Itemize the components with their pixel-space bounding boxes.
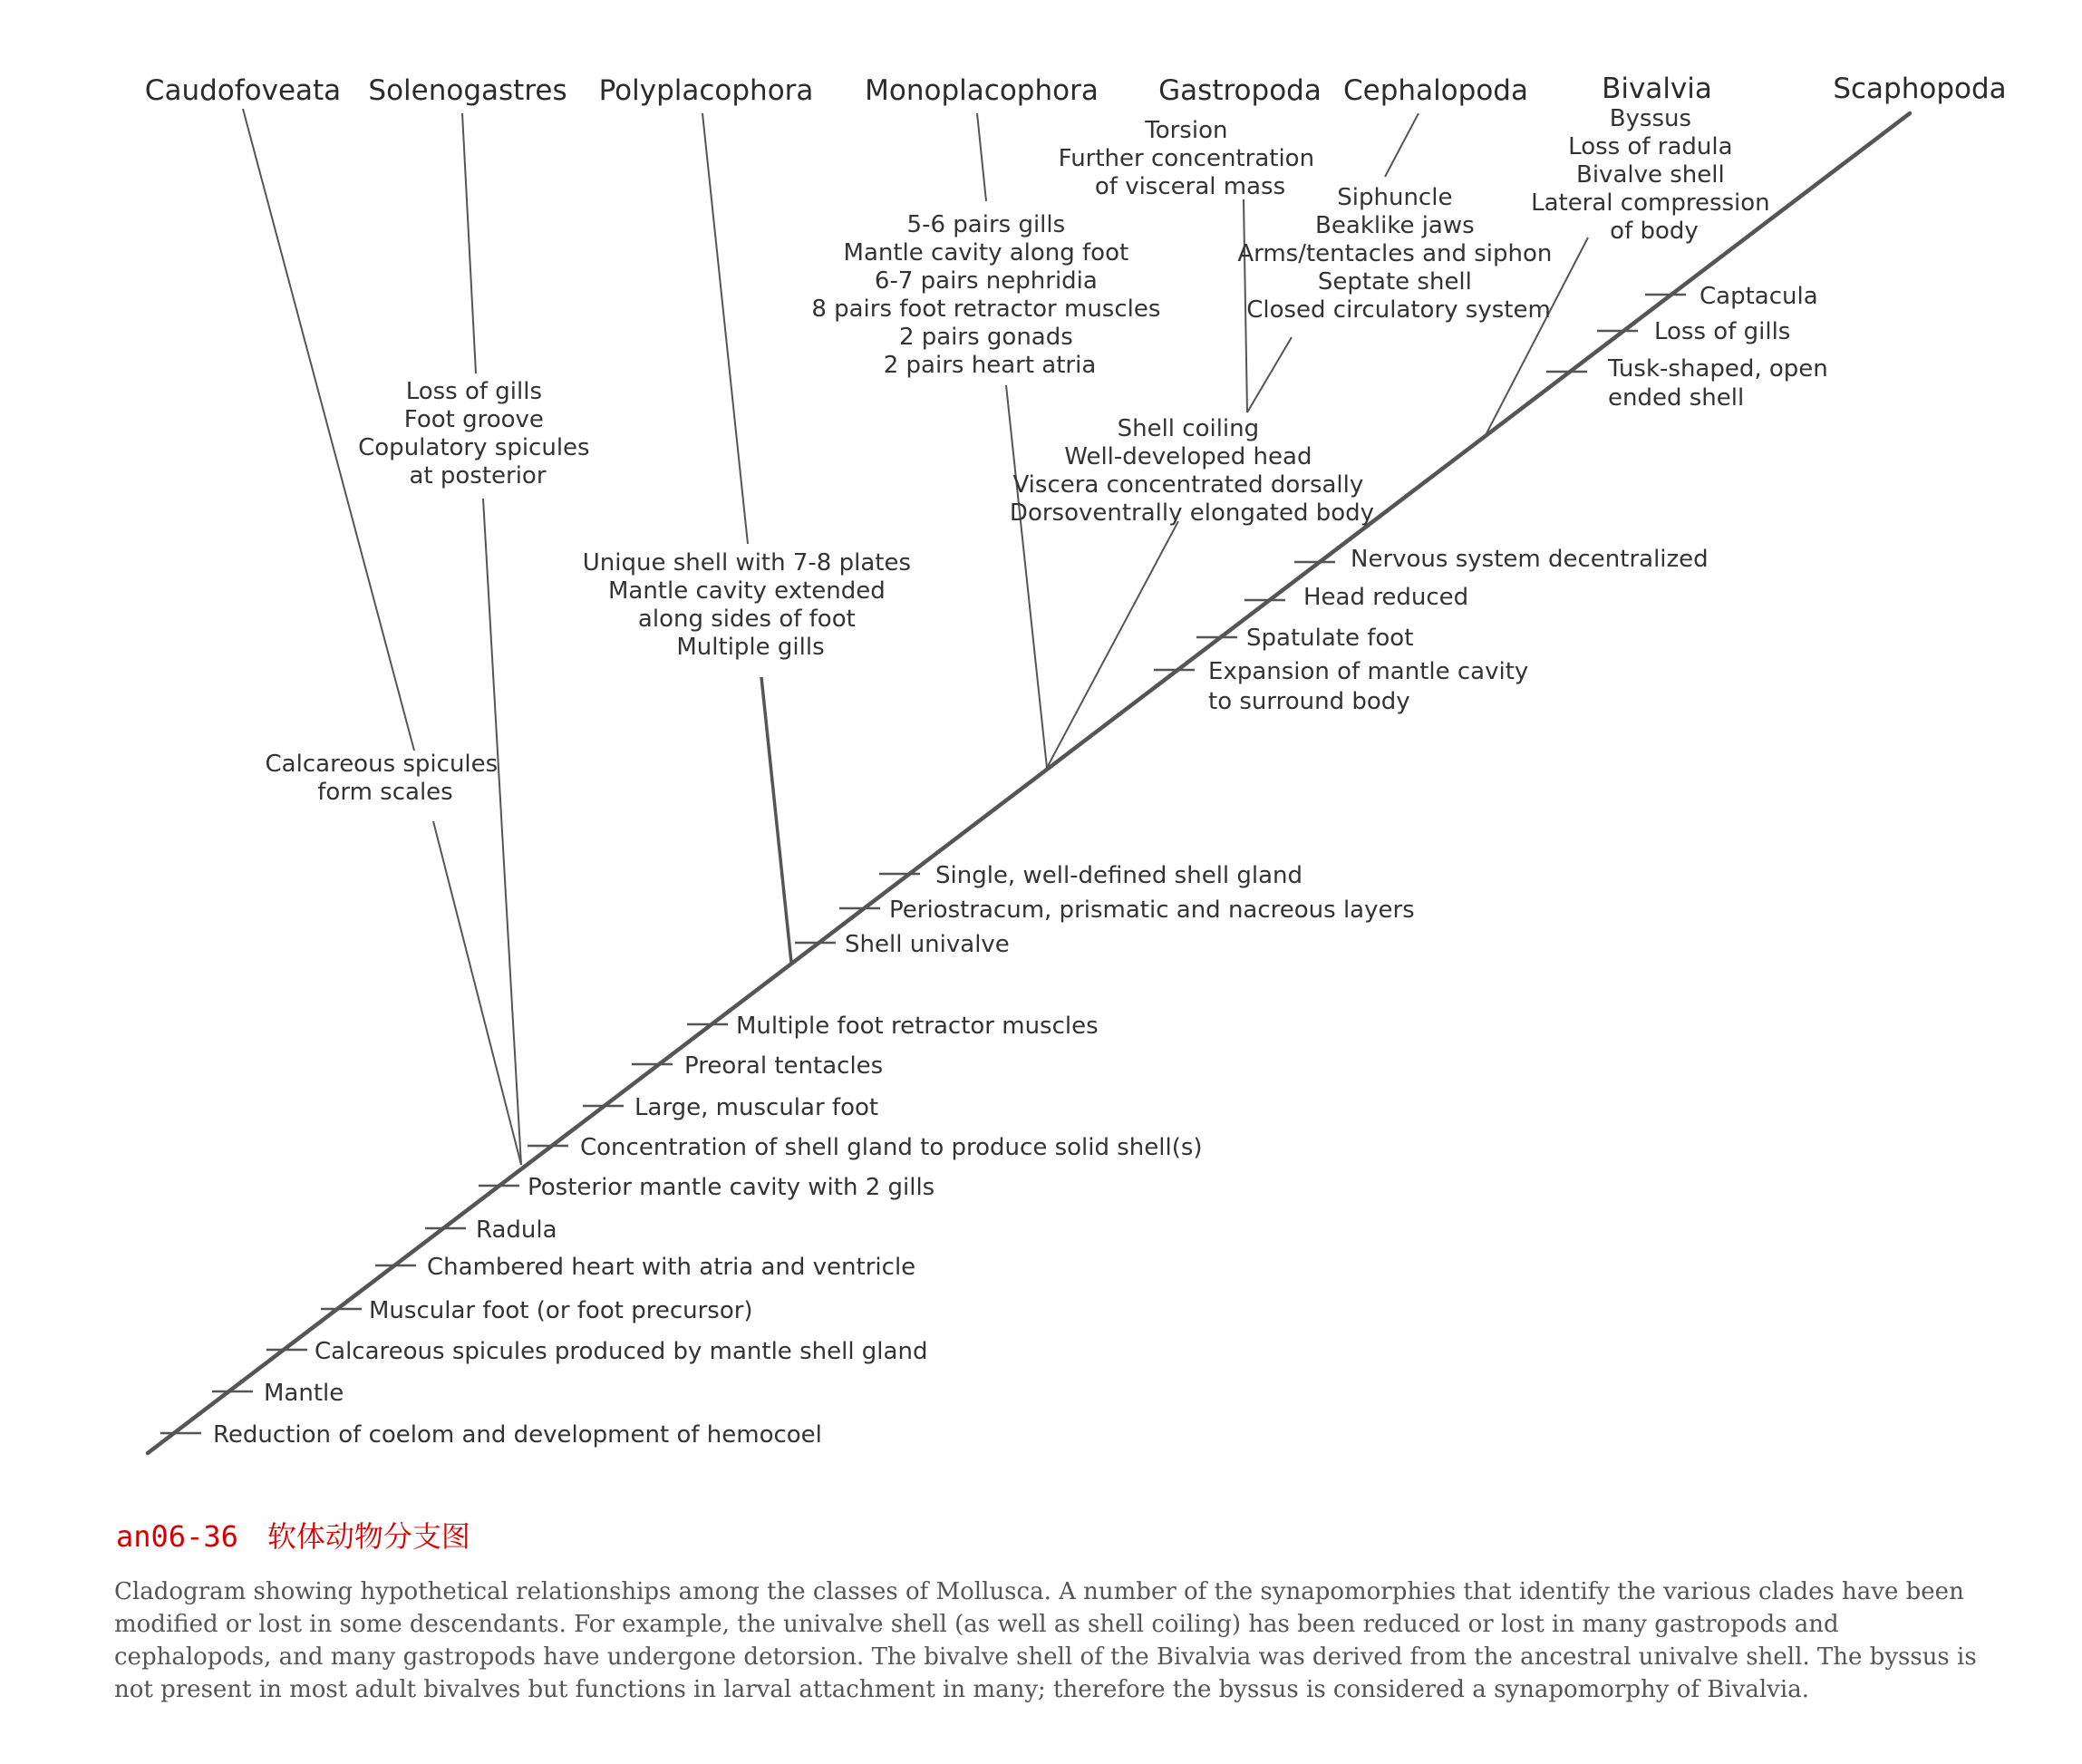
trait-shell-univalve: Shell univalve xyxy=(845,931,1010,958)
monoplacophora-traits: 5-6 pairs gills Mantle cavity along foot 6-7 pairs nephridia 8 pairs foot retractor muscles 2 pairs gonads 2 pairs heart atria xyxy=(811,211,1161,379)
branch-bivalvia xyxy=(1485,237,1588,437)
trait-multiple-retractors: Multiple foot retractor muscles xyxy=(736,1013,1099,1040)
trait-large-foot: Large, muscular foot xyxy=(634,1094,879,1121)
taxon-monoplacophora: Monoplacophora xyxy=(865,74,1099,107)
solenogastres-traits: Loss of gills Foot groove Copulatory spicules at posterior xyxy=(358,378,590,489)
taxon-scaphopoda: Scaphopoda xyxy=(1833,73,2007,105)
figure-id: an06-36 软体动物分支图 xyxy=(116,1519,470,1554)
taxon-labels xyxy=(145,73,2007,107)
taxon-cephalopoda: Cephalopoda xyxy=(1343,74,1528,107)
branch-caudofoveata-lower xyxy=(433,821,521,1165)
trait-shell-gland-concentration: Concentration of shell gland to produce solid shell(s) xyxy=(580,1134,1203,1161)
branch-cephalopoda-lower xyxy=(1247,337,1292,412)
trait-head-reduced: Head reduced xyxy=(1303,584,1469,611)
gastropoda-traits: Torsion Further concentration of visceral mass xyxy=(1058,117,1315,200)
branch-monoplacophora-lower xyxy=(1006,385,1047,768)
trait-spatulate-foot: Spatulate foot xyxy=(1246,625,1414,652)
taxon-polyplacophora: Polyplacophora xyxy=(598,74,814,107)
branch-monoplacophora-upper xyxy=(977,113,986,201)
trait-muscular-foot: Muscular foot (or foot precursor) xyxy=(369,1297,753,1324)
branch-caudofoveata-upper xyxy=(243,109,414,751)
trait-expansion-mantle: Expansion of mantle cavity to surround body xyxy=(1208,658,1529,715)
gastropoda-cephalopoda-traits: Shell coiling Well-developed head Viscera concentrated dorsally Dorsoventrally elongated body xyxy=(1009,415,1375,527)
branch-polyplacophora-lower xyxy=(761,677,791,963)
trait-mantle: Mantle xyxy=(264,1380,344,1407)
clade-labels xyxy=(266,105,1777,806)
trait-single-shell-gland: Single, well-defined shell gland xyxy=(935,862,1303,889)
branch-solenogastres-lower xyxy=(483,499,521,1165)
trait-preoral-tentacles: Preoral tentacles xyxy=(684,1052,884,1080)
bivalvia-traits: Byssus Loss of radula Bivalve shell Lateral compression of body xyxy=(1531,105,1770,245)
taxon-bivalvia: Bivalvia xyxy=(1602,73,1712,105)
trait-captacula: Captacula xyxy=(1699,283,1818,310)
taxon-caudofoveata: Caudofoveata xyxy=(144,74,342,107)
polyplacophora-traits: Unique shell with 7-8 plates Mantle cavity extended along sides of foot Multiple gills xyxy=(582,549,911,661)
taxon-gastropoda: Gastropoda xyxy=(1158,74,1322,107)
taxon-solenogastres: Solenogastres xyxy=(368,74,567,107)
figure-caption xyxy=(114,1514,2000,1706)
cephalopoda-traits: Siphuncle Beaklike jaws Arms/tentacles and siphon Septate shell Closed circulatory system xyxy=(1237,184,1553,324)
branch-polyplacophora-upper xyxy=(702,113,748,544)
caudofoveata-traits: Calcareous spicules form scales xyxy=(265,751,499,806)
branch-gastropod-cephalopod-common xyxy=(1047,521,1178,768)
trait-calcareous-spicules: Calcareous spicules produced by mantle shell gland xyxy=(315,1338,928,1365)
trait-posterior-mantle: Posterior mantle cavity with 2 gills xyxy=(528,1174,935,1201)
trait-loss-of-gills: Loss of gills xyxy=(1654,318,1791,345)
trait-reduction-coelom: Reduction of coelom and development of hemocoel xyxy=(213,1421,822,1449)
trait-chambered-heart: Chambered heart with atria and ventricle xyxy=(427,1254,916,1281)
trait-radula: Radula xyxy=(476,1216,557,1244)
branch-cephalopoda-upper xyxy=(1385,113,1419,177)
trait-periostracum: Periostracum, prismatic and nacreous layers xyxy=(889,897,1415,924)
trait-tusk-shell: Tusk-shaped, open ended shell xyxy=(1608,355,1828,412)
caption-text: Cladogram showing hypothetical relationships among the classes of Mollusca. A number of the synapomorphies that identify the various clades have been modified or lost in some descendants. For example, the univalve shell (as well as shell coiling) has been reduced or lost in many gastropods and cephalopods, and many gastropods have undergone detorsion. The bivalve shell of the Bivalvia was derived from the ancestral univalve shell. The byssus is not present in most adult bivalves but functions in larval attachment in many; therefore the byssus is considered a synapomorphy of Bivalvia. xyxy=(114,1578,1977,1703)
trait-nervous-system: Nervous system decentralized xyxy=(1351,546,1709,573)
branch-solenogastres-upper xyxy=(462,113,476,373)
